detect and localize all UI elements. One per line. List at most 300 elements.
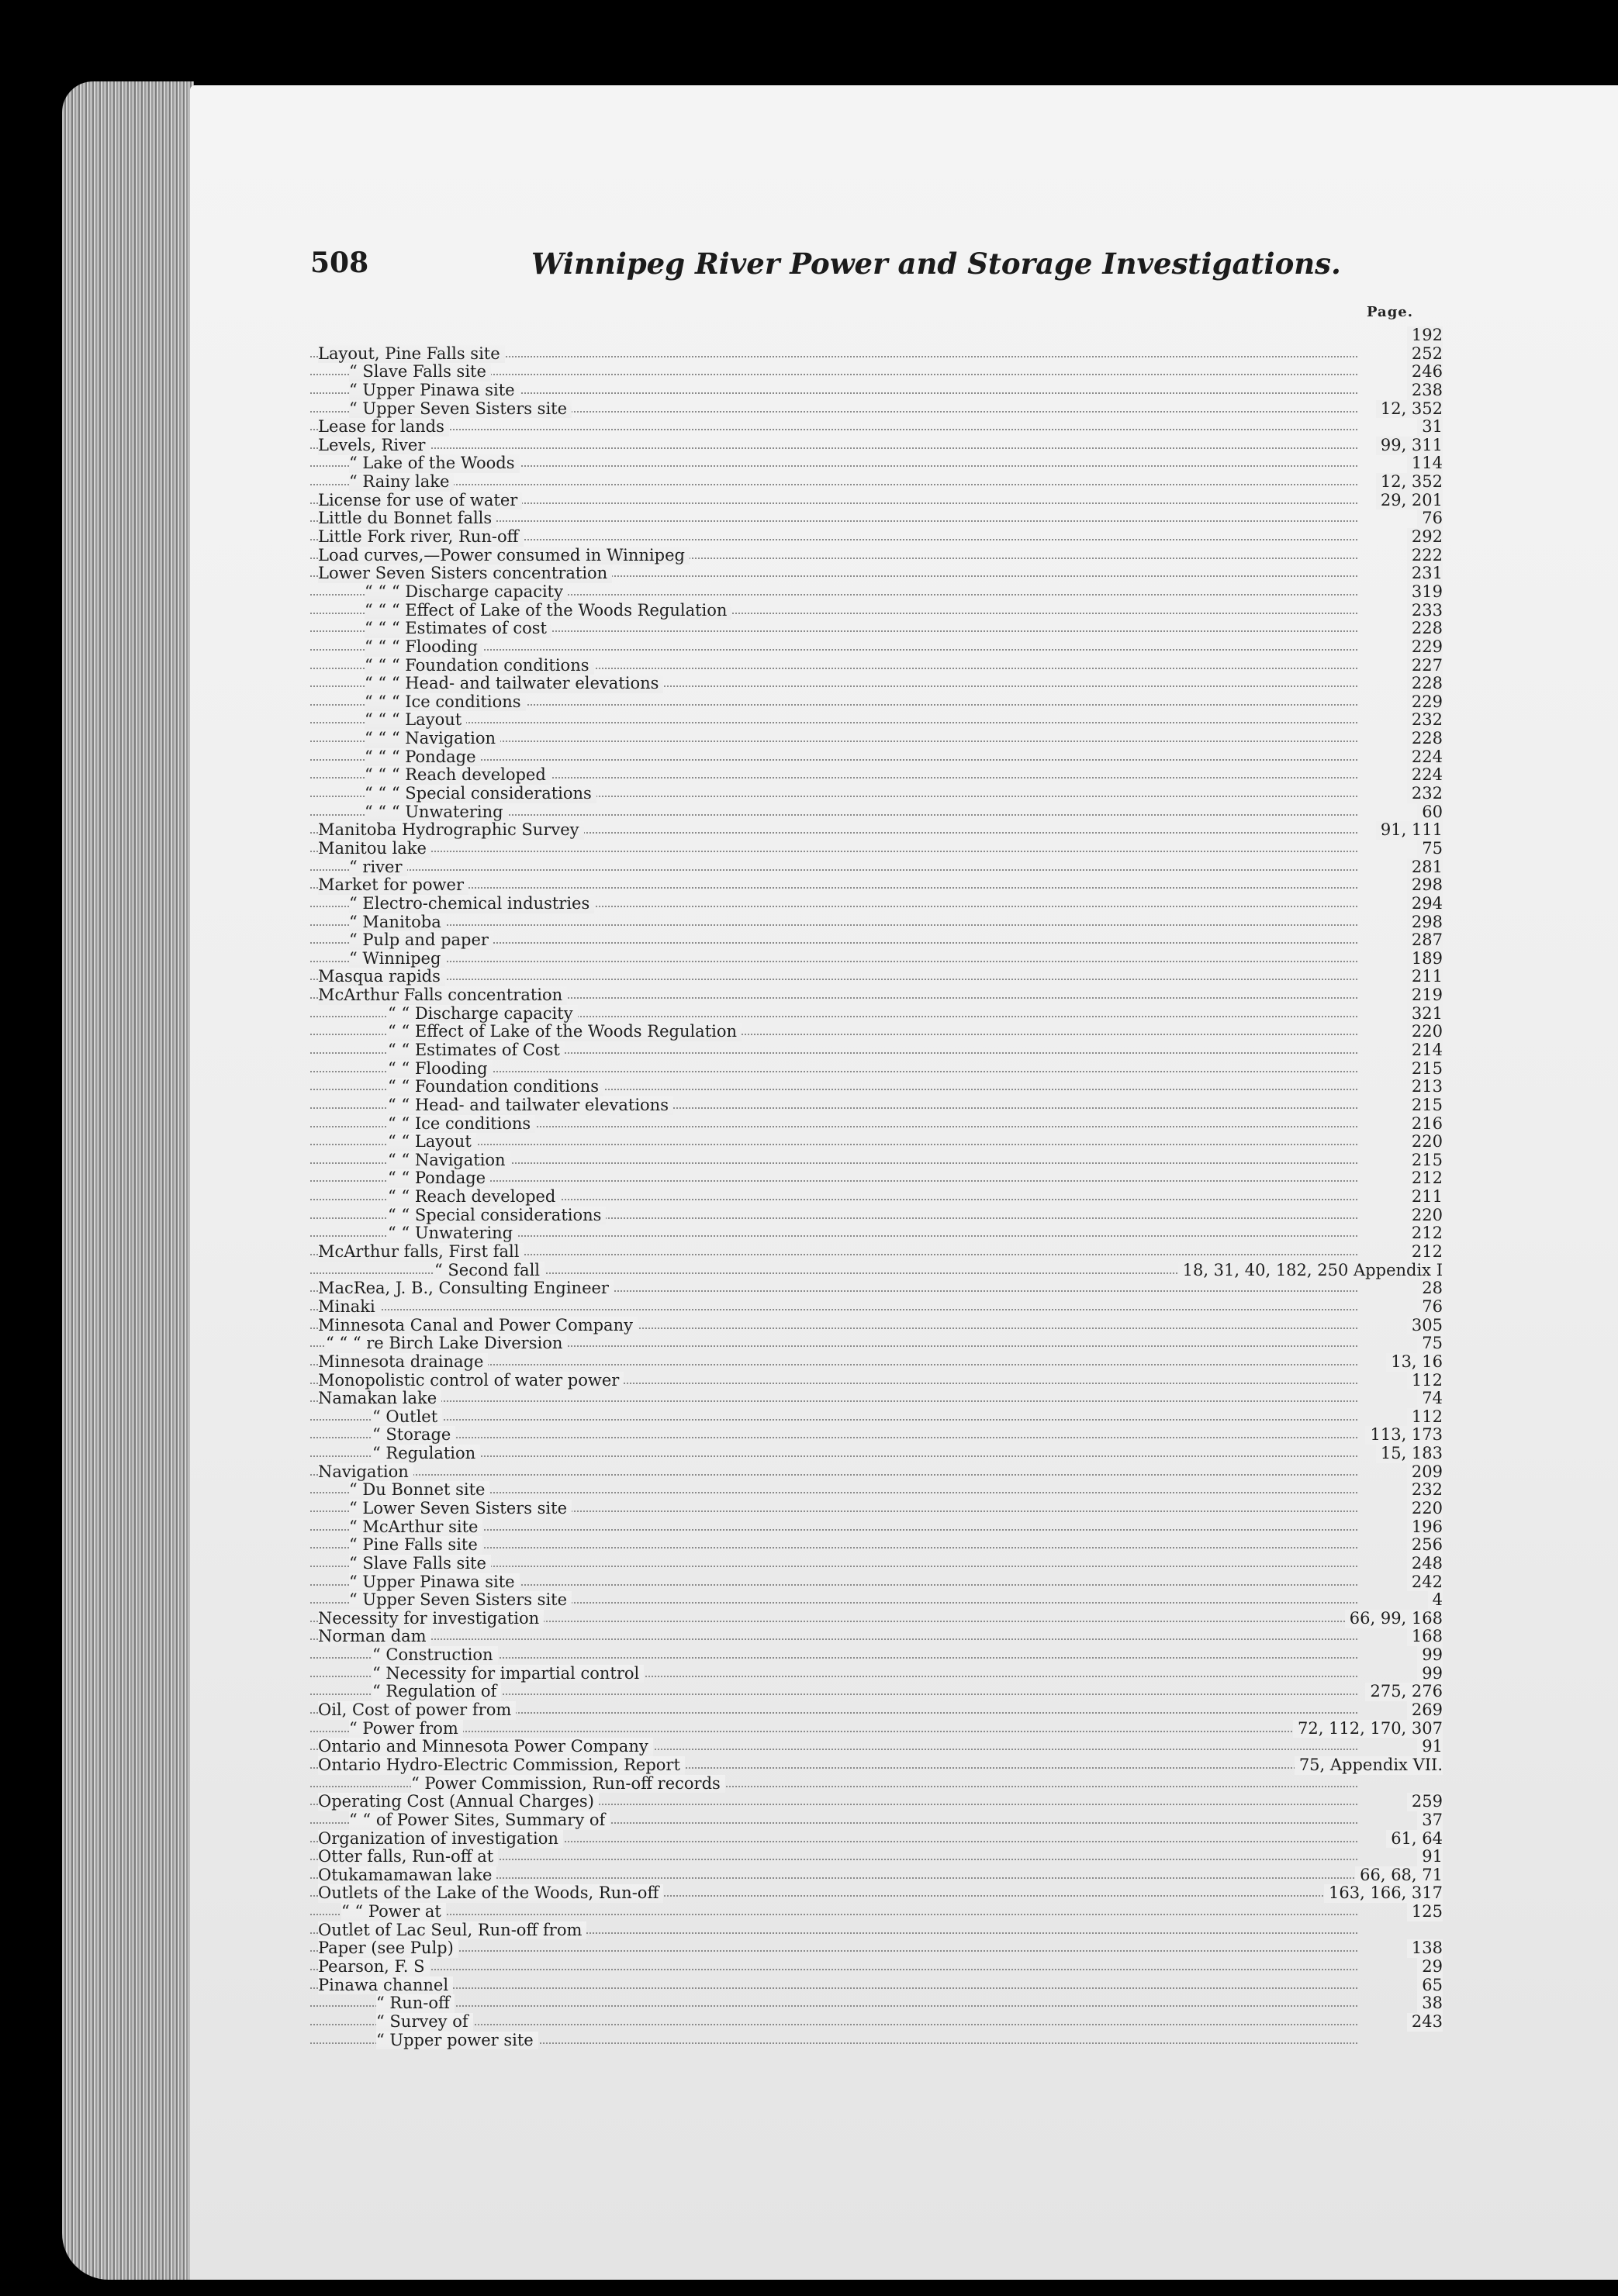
index-entry-label: “ Run-off <box>376 1994 455 2013</box>
index-entry-pages: 294 <box>1407 895 1443 913</box>
index-entry-label: Levels, River <box>318 437 430 455</box>
index-entry-pages: 305 <box>1407 1317 1443 1335</box>
index-entry-label: Namakan lake <box>318 1390 441 1408</box>
index-entry-label: “ Winnipeg <box>349 950 445 968</box>
index-entry-pages: 91, 111 <box>1376 821 1443 840</box>
index-entry-pages: 112 <box>1407 1372 1443 1390</box>
index-entry <box>310 1793 1443 1811</box>
index-entry-pages: 212 <box>1407 1243 1443 1262</box>
index-entry-pages: 243 <box>1407 2013 1443 2032</box>
leader-dots <box>310 961 1357 962</box>
leader-dots <box>310 429 1357 430</box>
index-entry-pages: 298 <box>1407 913 1443 932</box>
index-entry <box>310 1426 1443 1445</box>
index-entry <box>310 931 1443 950</box>
index-entry-label: “ “ “ Discharge capacity <box>365 583 568 602</box>
index-entry-pages: 74 <box>1417 1390 1443 1408</box>
index-entry-label: “ “ Pondage <box>388 1169 490 1188</box>
leader-dots <box>310 1914 1357 1915</box>
index-entry <box>310 840 1443 858</box>
index-entry-label: “ “ Navigation <box>388 1151 510 1170</box>
index-entry <box>310 1096 1443 1115</box>
index-entry <box>310 711 1443 730</box>
index-entry <box>310 968 1443 986</box>
index-entry <box>310 1591 1443 1610</box>
index-entry <box>310 1738 1443 1756</box>
index-entry-label: McArthur falls, First fall <box>318 1243 524 1262</box>
index-entry <box>310 1078 1443 1096</box>
index-entry-pages: 238 <box>1407 382 1443 400</box>
index-entry <box>310 382 1443 400</box>
index-entry-pages: 228 <box>1407 730 1443 748</box>
index-entry-pages: 229 <box>1407 693 1443 712</box>
index-entry-label: Layout, Pine Falls site <box>318 345 505 364</box>
index-entry-pages: 242 <box>1407 1573 1443 1592</box>
index-entry-pages: 60 <box>1417 803 1443 822</box>
index-entry <box>310 437 1443 455</box>
index-entry <box>310 1298 1443 1317</box>
index-entry <box>310 821 1443 840</box>
index-entry-label: Navigation <box>318 1463 413 1482</box>
index-entry-pages: 220 <box>1407 1500 1443 1518</box>
index-entry <box>310 1207 1443 1225</box>
leader-dots <box>310 1400 1357 1402</box>
index-entry <box>310 1243 1443 1262</box>
index-entry <box>310 1188 1443 1207</box>
index-entry-label: “ “ “ Effect of Lake of the Woods Regulation <box>365 602 731 620</box>
index-entry-pages: 321 <box>1407 1005 1443 1024</box>
index-entry <box>310 509 1443 528</box>
index-entry-pages: 233 <box>1407 602 1443 620</box>
index-entry <box>310 492 1443 510</box>
index-entry-pages: 224 <box>1407 766 1443 785</box>
index-entry-label: “ Du Bonnet site <box>349 1481 489 1500</box>
index-entry <box>310 895 1443 913</box>
index-entry-pages: 75 <box>1417 840 1443 858</box>
index-entry-pages: 228 <box>1407 620 1443 638</box>
index-entry-pages: 212 <box>1407 1169 1443 1188</box>
index-entry-pages: 213 <box>1407 1078 1443 1096</box>
index-entry <box>310 1756 1443 1775</box>
index-entry-pages: 259 <box>1407 1793 1443 1811</box>
index-entry-label: “ Power from <box>349 1720 463 1738</box>
index-entry <box>310 1372 1443 1390</box>
leader-dots <box>310 1731 1357 1732</box>
index-entry <box>310 876 1443 895</box>
index-entry-pages: 12, 352 <box>1376 400 1443 419</box>
leader-dots <box>310 1950 1357 1952</box>
leader-dots <box>310 979 1357 980</box>
leader-dots <box>310 1638 1357 1640</box>
leader-dots <box>310 2005 1357 2007</box>
index-entry <box>310 1903 1443 1921</box>
index-entry-pages: 220 <box>1407 1207 1443 1225</box>
leader-dots <box>310 447 1357 449</box>
index-entry <box>310 1646 1443 1665</box>
index-entry-pages: 211 <box>1407 968 1443 986</box>
index-entry-pages: 298 <box>1407 876 1443 895</box>
index-entry-label: “ “ “ Foundation conditions <box>365 657 594 675</box>
leader-dots <box>310 1474 1357 1476</box>
index-entry-label: “ Slave Falls site <box>349 363 491 382</box>
index-entry-pages: 114 <box>1407 454 1443 473</box>
index-entry-pages: 275, 276 <box>1365 1683 1443 1701</box>
index-entry-pages: 76 <box>1417 1298 1443 1317</box>
index-entry-pages: 229 <box>1407 638 1443 657</box>
index-entry-label: “ “ Reach developed <box>388 1188 560 1207</box>
index-entry <box>310 1665 1443 1683</box>
index-entry-pages: 212 <box>1407 1224 1443 1243</box>
index-entry-label: Oil, Cost of power from <box>318 1701 516 1720</box>
index-entry-pages: 248 <box>1407 1555 1443 1573</box>
index-entry-label: Outlets of the Lake of the Woods, Run-off <box>318 1884 663 1903</box>
index-entry <box>310 1610 1443 1628</box>
index-entry-label: “ Slave Falls site <box>349 1555 491 1573</box>
index-entry-pages: 216 <box>1407 1115 1443 1134</box>
index-entry <box>310 1573 1443 1592</box>
index-entry <box>310 1939 1443 1958</box>
index-entry-label: Manitoba Hydrographic Survey <box>318 821 584 840</box>
index-entry-pages: 13, 16 <box>1386 1353 1443 1372</box>
index-entry <box>310 2013 1443 2032</box>
index-entry-label: Otukamamawan lake <box>318 1866 496 1885</box>
index-entry <box>310 1848 1443 1866</box>
index-entry-pages: 224 <box>1407 748 1443 767</box>
index-entry-label: Monopolistic control of water power <box>318 1372 624 1390</box>
index-entry-label: “ “ “ Unwatering <box>365 803 508 822</box>
index-entry-label: “ “ Flooding <box>388 1060 493 1079</box>
index-entry <box>310 1390 1443 1408</box>
index-entry <box>310 1830 1443 1849</box>
index-entry-label: “ Lake of the Woods <box>349 454 520 473</box>
index-entry-label: Norman dam <box>318 1628 431 1646</box>
leader-dots <box>310 1437 1357 1438</box>
index-entry-label: “ “ Ice conditions <box>388 1115 535 1134</box>
index-entry-label: “ Pine Falls site <box>349 1536 482 1555</box>
index-entry-pages: 99 <box>1417 1646 1443 1665</box>
leader-dots <box>310 869 1357 871</box>
index-entry-pages: 163, 166, 317 <box>1324 1884 1443 1903</box>
running-title: Winnipeg River Power and Storage Investigations. <box>531 247 1341 281</box>
index-entry-label: MacRea, J. B., Consulting Engineer <box>318 1279 614 1298</box>
index-entry <box>310 766 1443 785</box>
index-entry-label: Manitou lake <box>318 840 431 858</box>
index-entry-label: “ “ of Power Sites, Summary of <box>349 1811 610 1830</box>
index-entry-label: “ “ “ Navigation <box>365 730 500 748</box>
index-entry-pages: 99 <box>1417 1665 1443 1683</box>
index-entry-pages: 215 <box>1407 1096 1443 1115</box>
index-entry-pages: 37 <box>1417 1811 1443 1830</box>
index-entry <box>310 1518 1443 1537</box>
index-entry <box>310 785 1443 803</box>
index-entry <box>310 1463 1443 1482</box>
index-entry <box>310 1977 1443 1995</box>
index-entry <box>310 1317 1443 1335</box>
index-entry-label: “ “ “ Pondage <box>365 748 481 767</box>
index-entry <box>310 583 1443 602</box>
index-entry <box>310 986 1443 1005</box>
index-entry-pages: 65 <box>1417 1977 1443 1995</box>
index-entry-label: “ Upper Pinawa site <box>349 382 520 400</box>
index-entry <box>310 1133 1443 1151</box>
index-entry <box>310 1701 1443 1720</box>
book-page-edges <box>62 81 194 2280</box>
index-entry-pages: 220 <box>1407 1133 1443 1151</box>
index-entry <box>310 1683 1443 1701</box>
leader-dots <box>310 924 1357 926</box>
leader-dots <box>310 851 1357 852</box>
index-entry <box>310 1169 1443 1188</box>
index-entry <box>310 913 1443 932</box>
index-entry <box>310 565 1443 583</box>
index-entry <box>310 1005 1443 1024</box>
index-entry-label: Little du Bonnet falls <box>318 509 496 528</box>
index-entry-pages: 91 <box>1417 1848 1443 1866</box>
page-number: 508 <box>310 247 369 279</box>
index-entry <box>310 1628 1443 1646</box>
index-entry-label: “ “ Foundation conditions <box>388 1078 603 1096</box>
index-entry-pages: 287 <box>1407 931 1443 950</box>
index-entry <box>310 1958 1443 1977</box>
index-entry-pages: 66, 68, 71 <box>1355 1866 1443 1885</box>
index-entry-pages: 220 <box>1407 1023 1443 1041</box>
index-entry-pages: 99, 311 <box>1376 437 1443 455</box>
index-entry <box>310 748 1443 767</box>
index-entry <box>310 1334 1443 1353</box>
index-entry-label: “ Construction <box>372 1646 498 1665</box>
index-entry-label: “ “ Estimates of Cost <box>388 1041 565 1060</box>
index-entry-pages: 31 <box>1417 418 1443 437</box>
index-entry <box>310 730 1443 748</box>
index-entry-label: “ Upper Seven Sisters site <box>349 400 572 419</box>
index-entry <box>310 547 1443 565</box>
index-entry <box>310 1115 1443 1134</box>
index-entry <box>310 400 1443 419</box>
index-entry-label: “ “ Unwatering <box>388 1224 517 1243</box>
index-entry-pages: 15, 183 <box>1376 1445 1443 1463</box>
index-entry-label: Masqua rapids <box>318 968 445 986</box>
index-entry-label: “ Power Commission, Run-off records <box>411 1775 725 1794</box>
leader-dots <box>310 1419 1357 1421</box>
index-entry <box>310 345 1443 364</box>
index-entry-pages: 232 <box>1407 785 1443 803</box>
index-entry-pages: 18, 31, 40, 182, 250 Appendix I <box>1178 1262 1443 1280</box>
index-entry <box>310 638 1443 657</box>
index-entry-pages: 75 <box>1417 1334 1443 1353</box>
index-entry-label: “ river <box>349 858 407 877</box>
index-entry-pages: 4 <box>1428 1591 1443 1610</box>
index-entry <box>310 1262 1443 1280</box>
index-entry-label: “ Lower Seven Sisters site <box>349 1500 572 1518</box>
index-entry-label: “ Pulp and paper <box>349 931 493 950</box>
index-entry-pages: 214 <box>1407 1041 1443 1060</box>
index-entry-label: Outlet of Lac Seul, Run-off from <box>318 1921 586 1940</box>
index-entry <box>310 454 1443 473</box>
index-entry-pages: 66, 99, 168 <box>1345 1610 1443 1628</box>
index-entry-pages: 222 <box>1407 547 1443 565</box>
index-entry <box>310 693 1443 712</box>
index-entry-label: “ “ “ Head- and tailwater elevations <box>365 675 663 693</box>
index-entry-pages: 246 <box>1407 363 1443 382</box>
page-column-heading: Page. <box>1367 304 1414 320</box>
index-entry-label: Little Fork river, Run-off <box>318 528 524 547</box>
index-entry <box>310 1279 1443 1298</box>
index-entry-pages: 211 <box>1407 1188 1443 1207</box>
index-entry <box>310 1151 1443 1170</box>
index-entry-pages: 292 <box>1407 528 1443 547</box>
index-entry-pages: 76 <box>1417 509 1443 528</box>
index-entry <box>310 1994 1443 2013</box>
page-header <box>310 247 1341 293</box>
index-entry-pages: 196 <box>1407 1518 1443 1537</box>
index-entry-pages: 125 <box>1407 1903 1443 1921</box>
index-entry-label: “ Electro-chemical industries <box>349 895 594 913</box>
index-entry-label: Pinawa channel <box>318 1977 453 1995</box>
index-entry <box>310 950 1443 968</box>
index-entry-label: Otter falls, Run-off at <box>318 1848 498 1866</box>
index-entry <box>310 1023 1443 1041</box>
index-entry <box>310 363 1443 382</box>
index-entry-label: “ “ “ Ice conditions <box>365 693 526 712</box>
index-entry-label: “ “ “ re Birch Lake Diversion <box>326 1334 567 1353</box>
index-entry-label: “ Regulation <box>372 1445 480 1463</box>
index-entry-pages: 29 <box>1417 1958 1443 1977</box>
index-entry <box>310 675 1443 693</box>
index-entry <box>310 1775 1443 1794</box>
index-entry-label: “ Storage <box>372 1426 455 1445</box>
index-entry-label: McArthur Falls concentration <box>318 986 567 1005</box>
index-entry-label: “ “ Power at <box>341 1903 446 1921</box>
index-entry-pages: 192 <box>1407 326 1443 345</box>
index-entry <box>310 1041 1443 1060</box>
index-entry-label: “ “ “ Flooding <box>365 638 482 657</box>
index-entry-pages: 29, 201 <box>1376 492 1443 510</box>
index-entry-pages: 227 <box>1407 657 1443 675</box>
index-entry-pages: 75, Appendix VII. <box>1295 1756 1443 1775</box>
index-entry-pages: 256 <box>1407 1536 1443 1555</box>
index-entry-label: “ “ Layout <box>388 1133 476 1151</box>
index-entry-label: “ Second fall <box>434 1262 545 1280</box>
index-entry-label: Market for power <box>318 876 468 895</box>
index-entry-label: “ Survey of <box>376 2013 473 2032</box>
index-entry-label: “ McArthur site <box>349 1518 482 1537</box>
index-entry-pages: 215 <box>1407 1151 1443 1170</box>
index-entry <box>310 1408 1443 1427</box>
index-entry <box>310 1866 1443 1885</box>
index-entry <box>310 657 1443 675</box>
index-entry <box>310 1224 1443 1243</box>
index-entry-label: Lease for lands <box>318 418 449 437</box>
index-entry-label: “ Upper power site <box>376 2032 538 2050</box>
index-entry-label: “ “ Head- and tailwater elevations <box>388 1096 673 1115</box>
index-entry-label: “ Necessity for impartial control <box>372 1665 644 1683</box>
index-entry-pages: 189 <box>1407 950 1443 968</box>
index-entry-pages: 228 <box>1407 675 1443 693</box>
index-entry-label: “ “ “ Special considerations <box>365 785 596 803</box>
index-entry <box>310 1884 1443 1903</box>
index-entry-pages: 231 <box>1407 565 1443 583</box>
leader-dots <box>310 484 1357 485</box>
index-entry-label: “ “ “ Layout <box>365 711 466 730</box>
index-entry <box>310 1060 1443 1079</box>
index-entry-label: “ Manitoba <box>349 913 446 932</box>
index-entry <box>310 1500 1443 1518</box>
index-entry-label: Minnesota Canal and Power Company <box>318 1317 638 1335</box>
index-entry-pages: 138 <box>1407 1939 1443 1958</box>
index-entry-label: Ontario Hydro-Electric Commission, Report <box>318 1756 685 1775</box>
index-entry <box>310 1353 1443 1372</box>
index-entry <box>310 528 1443 547</box>
index-entry-pages: 28 <box>1417 1279 1443 1298</box>
index-entry-pages: 113, 173 <box>1365 1426 1443 1445</box>
index-entry-label: “ “ Special considerations <box>388 1207 606 1225</box>
index-entry-label: License for use of water <box>318 492 522 510</box>
index-entry <box>310 620 1443 638</box>
index-entry-label: “ Upper Seven Sisters site <box>349 1591 572 1610</box>
index-entry-pages: 215 <box>1407 1060 1443 1079</box>
index-entry <box>310 858 1443 877</box>
index-entry-pages: 269 <box>1407 1701 1443 1720</box>
index-entry-pages: 281 <box>1407 858 1443 877</box>
index-entry <box>310 1555 1443 1573</box>
index-entry <box>310 1536 1443 1555</box>
index-entry-label: Load curves,—Power consumed in Winnipeg <box>318 547 690 565</box>
index-entry <box>310 1811 1443 1830</box>
index-entry-pages: 112 <box>1407 1408 1443 1427</box>
index-entry-label: “ “ “ Estimates of cost <box>365 620 551 638</box>
index-entry-pages: 319 <box>1407 583 1443 602</box>
index-entry-pages: 252 <box>1407 345 1443 364</box>
index-list <box>310 326 1443 2049</box>
index-entry-pages: 38 <box>1417 1994 1443 2013</box>
index-entry <box>310 1481 1443 1500</box>
index-entry-label: “ Rainy lake <box>349 473 454 492</box>
index-entry-label: Organization of investigation <box>318 1830 563 1849</box>
leader-dots <box>310 1309 1357 1310</box>
index-entry-pages: 168 <box>1407 1628 1443 1646</box>
leader-dots <box>310 722 1357 723</box>
index-entry <box>310 326 1443 345</box>
index-entry-pages: 232 <box>1407 711 1443 730</box>
index-entry-label: “ “ Effect of Lake of the Woods Regulation <box>388 1023 742 1041</box>
index-entry-pages: 232 <box>1407 1481 1443 1500</box>
index-entry-pages: 91 <box>1417 1738 1443 1756</box>
index-entry <box>310 2032 1443 2050</box>
index-entry <box>310 418 1443 437</box>
index-entry <box>310 1445 1443 1463</box>
index-entry-label: Minaki <box>318 1298 380 1317</box>
index-entry-label: Pearson, F. S <box>318 1958 430 1977</box>
index-entry <box>310 602 1443 620</box>
index-entry <box>310 473 1443 492</box>
index-entry-label: “ Outlet <box>372 1408 442 1427</box>
index-entry <box>310 803 1443 822</box>
index-entry-pages: 219 <box>1407 986 1443 1005</box>
index-entry-label: “ “ “ Reach developed <box>365 766 551 785</box>
leader-dots <box>310 1969 1357 1970</box>
index-entry-label: “ Regulation of <box>372 1683 501 1701</box>
index-entry-label: Lower Seven Sisters concentration <box>318 565 612 583</box>
index-entry-label: Necessity for investigation <box>318 1610 544 1628</box>
index-entry <box>310 1720 1443 1738</box>
index-entry-label: “ “ Discharge capacity <box>388 1005 578 1024</box>
index-entry-label: Operating Cost (Annual Charges) <box>318 1793 599 1811</box>
index-entry-pages: 61, 64 <box>1386 1830 1443 1849</box>
index-entry-label: “ Upper Pinawa site <box>349 1573 520 1592</box>
index-entry-label: Paper (see Pulp) <box>318 1939 458 1958</box>
index-entry-pages: 12, 352 <box>1376 473 1443 492</box>
index-entry-pages: 209 <box>1407 1463 1443 1482</box>
